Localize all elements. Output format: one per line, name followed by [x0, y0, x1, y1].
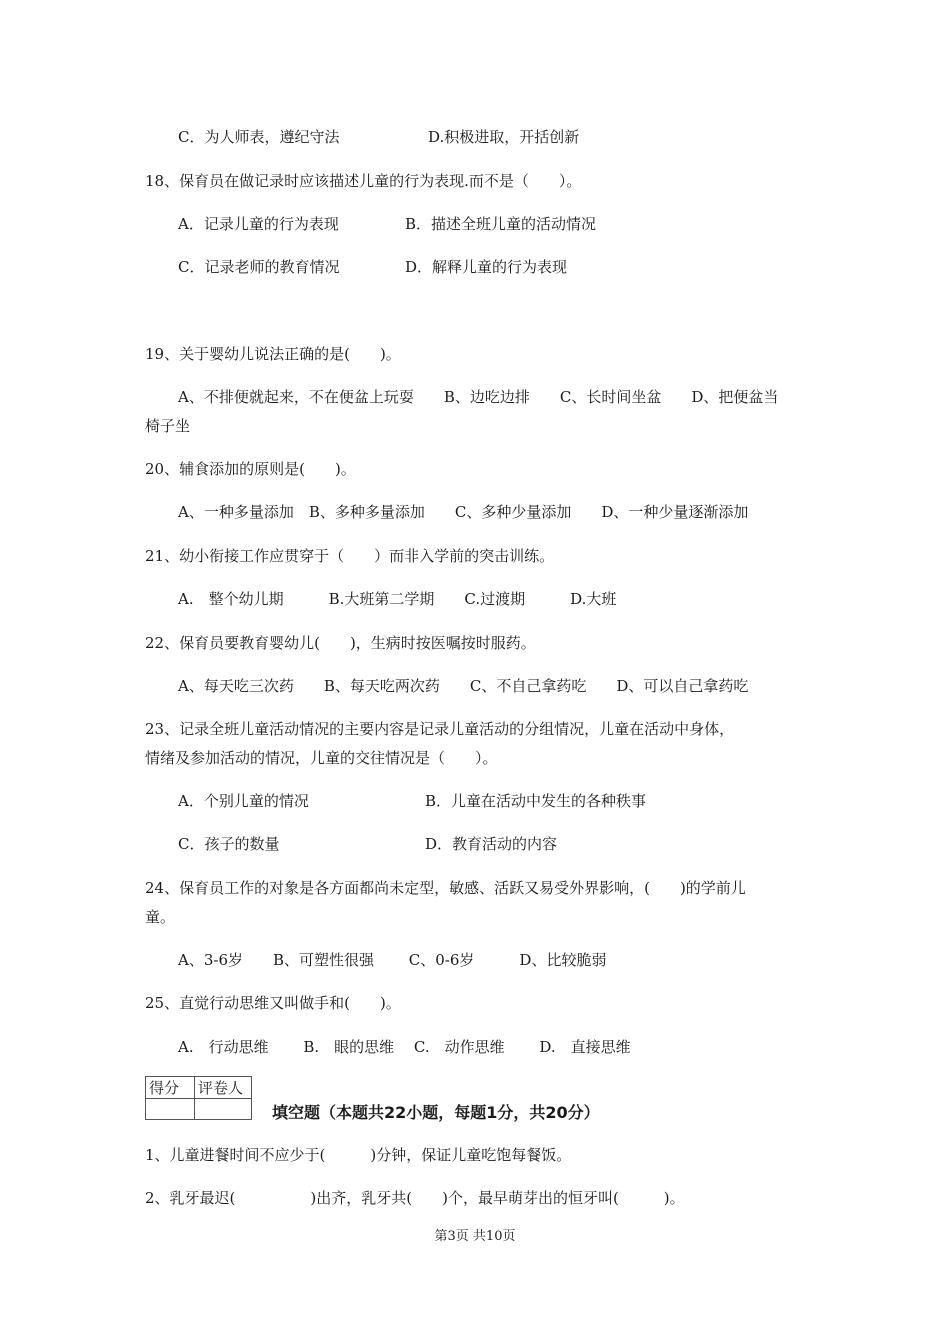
question-19-options: A、不排便就起来，不在便盆上玩耍 B、边吃边排 C、长时间坐盆 D、把便盆当 [178, 388, 779, 406]
option-b: B．儿童在活动中发生的各种秩事 [425, 792, 647, 810]
question-22: 22、保育员要教育婴幼儿( )，生病时按医嘱按时服药。 [145, 634, 536, 652]
option-c: C．孩子的数量 [178, 835, 280, 853]
question-19-options-cont: 椅子坐 [145, 417, 191, 435]
option-c: C．记录老师的教育情况 [178, 258, 340, 276]
question-18: 18、保育员在做记录时应该描述儿童的行为表现.而不是（ ）。 [145, 172, 582, 190]
question-20: 20、辅食添加的原则是( )。 [145, 460, 356, 478]
question-25-options: A. 行动思维 B. 眼的思维 C. 动作思维 D. 直接思维 [178, 1038, 631, 1056]
option-d: D．教育活动的内容 [425, 835, 558, 853]
question-23: 23、记录全班儿童活动情况的主要内容是记录儿童活动的分组情况，儿童在活动中身体， [145, 720, 735, 738]
option-a: A．个别儿童的情况 [178, 792, 309, 810]
section-title: 填空题（本题共22小题，每题1分，共20分） [272, 1103, 600, 1122]
question-19: 19、关于婴幼儿说法正确的是( )。 [145, 345, 401, 363]
fill-question-2: 2、乳牙最迟( )出齐，乳牙共( )个，最早萌芽出的恒牙叫( )。 [145, 1189, 685, 1207]
option-b: B．描述全班儿童的活动情况 [405, 215, 597, 233]
score-cell [146, 1099, 195, 1120]
question-21-options: A. 整个幼儿期 B.大班第二学期 C.过渡期 D.大班 [178, 590, 617, 608]
question-20-options: A、一种多量添加 B、多种多量添加 C、多种少量添加 D、一种少量逐渐添加 [178, 503, 749, 521]
question-24: 24、保育员工作的对象是各方面都尚未定型，敏感、活跃又易受外界影响，( )的学前儿 [145, 879, 746, 897]
question-21: 21、幼小衔接工作应贯穿于（ ）而非入学前的突击训练。 [145, 547, 555, 565]
question-22-options: A、每天吃三次药 B、每天吃两次药 C、不自己拿药吃 D、可以自己拿药吃 [178, 677, 749, 695]
score-label: 得分 [146, 1077, 195, 1099]
grader-cell [195, 1099, 252, 1120]
option-a: A．记录儿童的行为表现 [178, 215, 339, 233]
question-23-cont: 情绪及参加活动的情况，儿童的交往情况是（ ）。 [145, 749, 498, 767]
question-25: 25、直觉行动思维又叫做手和( )。 [145, 994, 401, 1012]
option-d: D.积极进取，开括创新 [428, 128, 580, 146]
question-24-cont: 童。 [145, 908, 176, 926]
question-24-options: A、3-6岁 B、可塑性很强 C、0-6岁 D、比较脆弱 [178, 951, 607, 969]
option-c: C．为人师表，遵纪守法 [178, 128, 340, 146]
fill-question-1: 1、儿童进餐时间不应少于( )分钟，保证儿童吃饱每餐饭。 [145, 1146, 572, 1164]
score-box [145, 1076, 252, 1120]
grader-label: 评卷人 [195, 1077, 252, 1099]
page-footer: 第3页 共10页 [434, 1229, 516, 1244]
option-d: D．解释儿童的行为表现 [405, 258, 568, 276]
